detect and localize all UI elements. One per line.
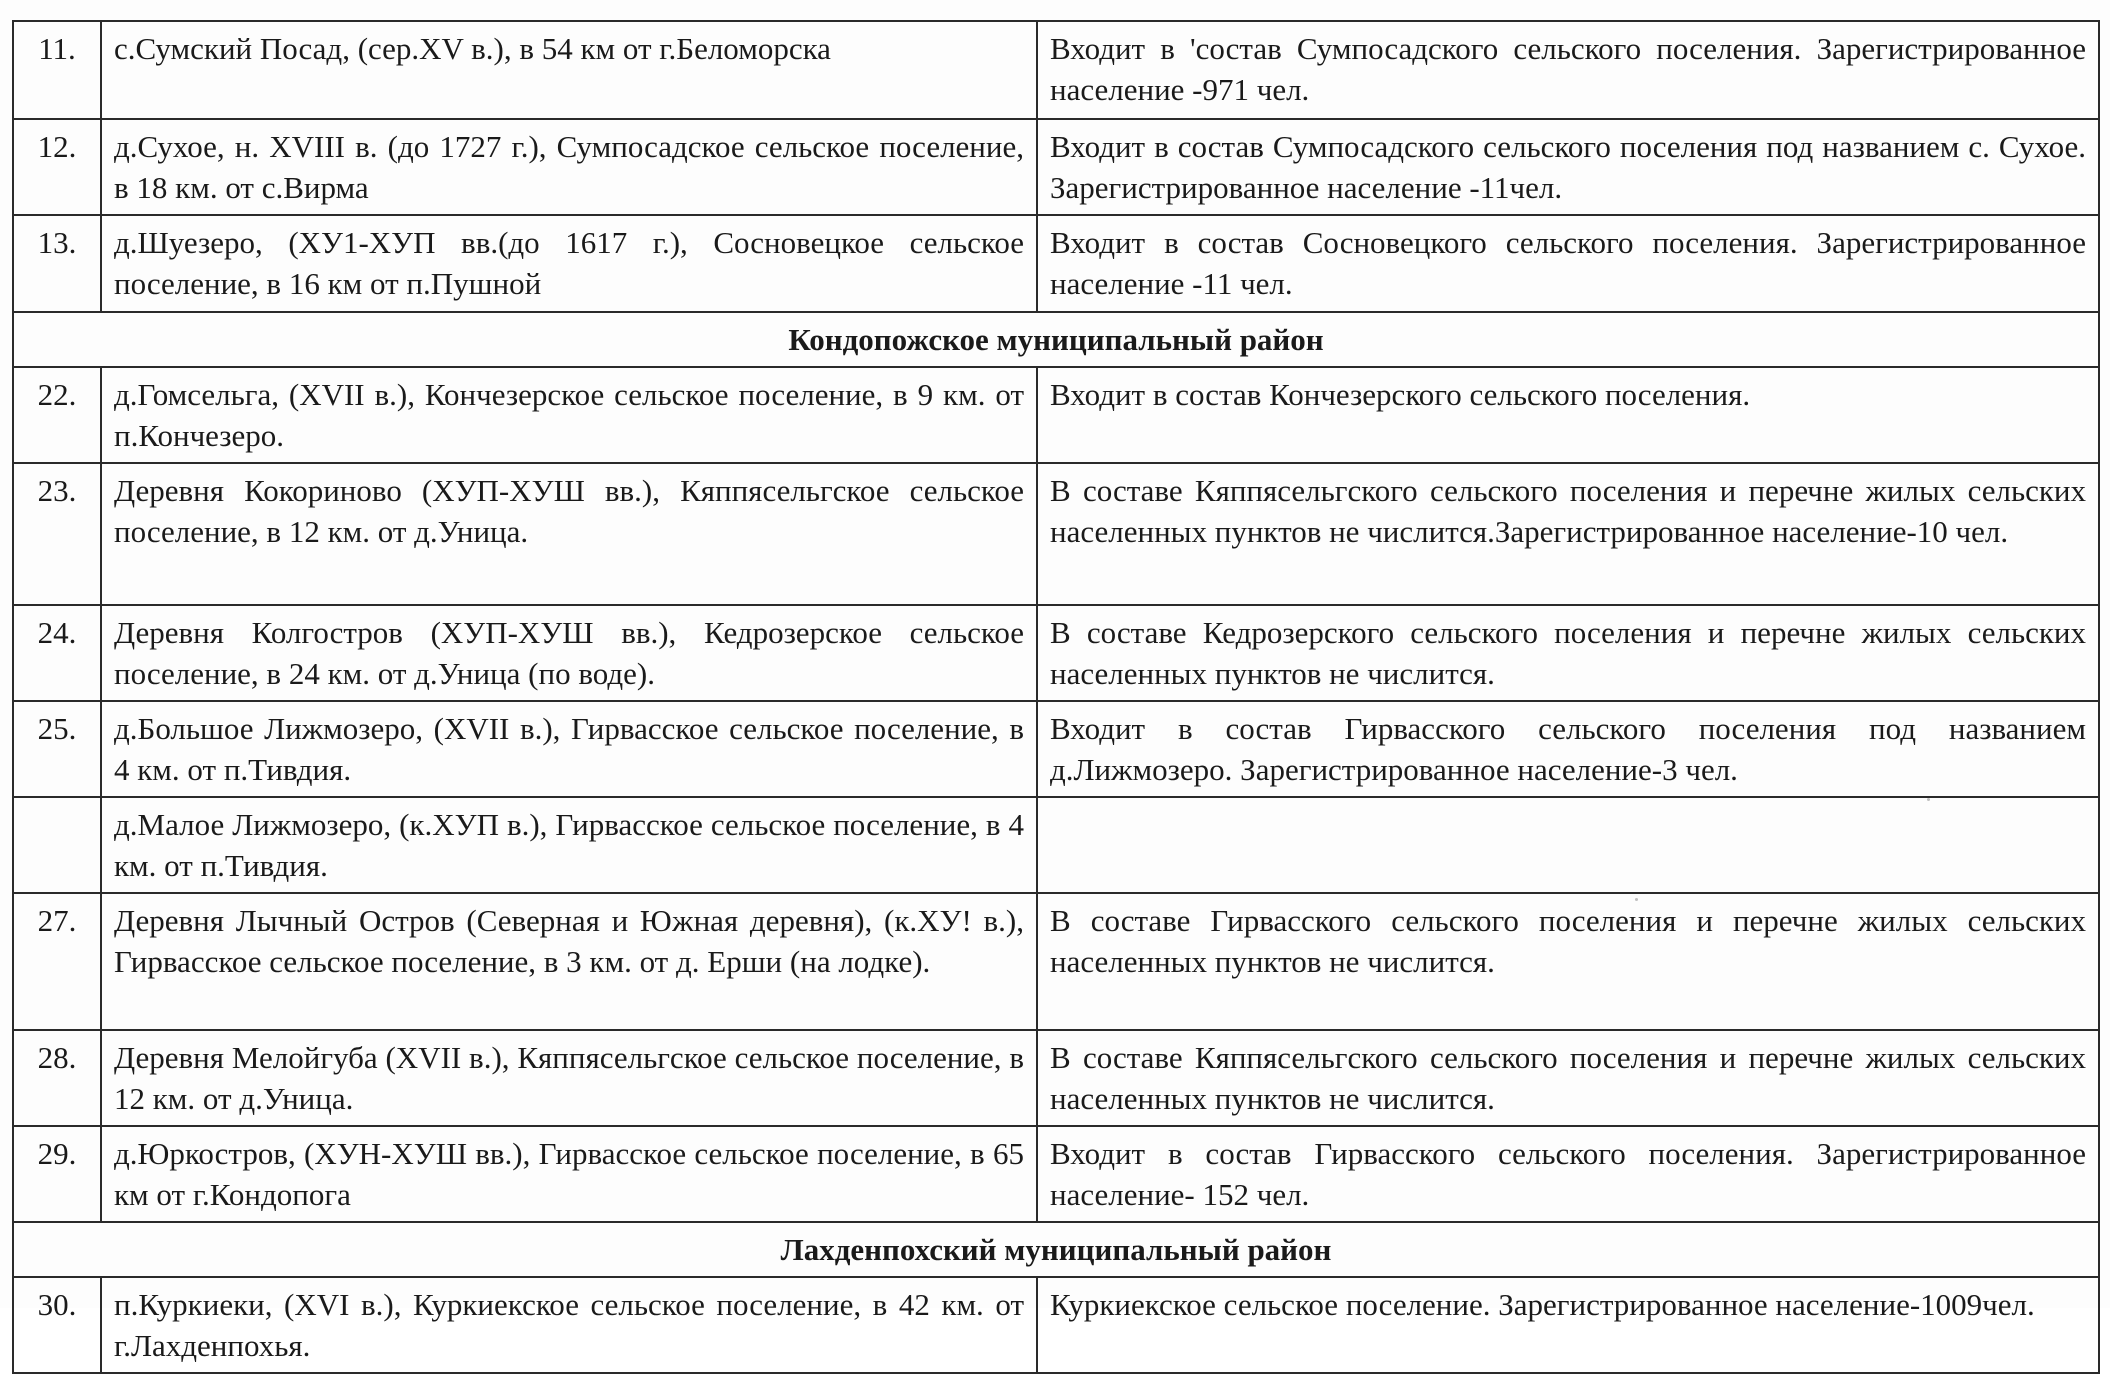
row-number: 30. <box>13 1277 101 1373</box>
table-row <box>13 367 2099 463</box>
settlements-table <box>12 20 2100 1374</box>
table-row <box>13 215 2099 312</box>
row-number: 29. <box>13 1126 101 1222</box>
settlement-status: В составе Кедрозерского сельского поселения и перечне жилых сельских населенных пунктов не числится. <box>1037 605 2099 701</box>
settlement-status: Входит в состав Гирвасского сельского поселения под названием д.Лижмозеро. Зарегистрированное население-3 чел. <box>1037 701 2099 797</box>
settlement-location: Деревня Лычный Остров (Северная и Южная деревня), (к.ХУ! в.), Гирвасское сельское поселение, в 3 км. от д. Ерши (на лодке). <box>101 893 1037 1030</box>
settlement-status: Входит в состав Сосновецкого сельского поселения. Зарегистрированное население -11 чел. <box>1037 215 2099 312</box>
table-row <box>13 1277 2099 1373</box>
table-row <box>13 119 2099 215</box>
table-row <box>13 1126 2099 1222</box>
scan-speck <box>1635 898 1638 901</box>
settlement-status: Входит в состав Сумпосадского сельского поселения под названием с. Сухое. Зарегистрированное население -11чел. <box>1037 119 2099 215</box>
settlement-status: Входит в состав Кончезерского сельского поселения. <box>1037 367 2099 463</box>
settlement-location: д.Сухое, н. XVIII в. (до 1727 г.), Сумпосадское сельское поселение, в 18 км. от с.Вирма <box>101 119 1037 215</box>
section-header-row <box>13 312 2099 367</box>
settlement-location: п.Куркиеки, (XVI в.), Куркиекское сельское поселение, в 42 км. от г.Лахденпохья. <box>101 1277 1037 1373</box>
scan-speck <box>1927 798 1930 801</box>
table-row <box>13 701 2099 797</box>
settlement-location: с.Сумский Посад, (сер.XV в.), в 54 км от г.Беломорска <box>101 21 1037 119</box>
settlement-status: В составе Кяппясельгского сельского поселения и перечне жилых сельских населенных пунктов не числится. <box>1037 1030 2099 1126</box>
settlement-location: д.Малое Лижмозеро, (к.ХУП в.), Гирвасское сельское поселение, в 4 км. от п.Тивдия. <box>101 797 1037 893</box>
settlement-location: д.Юркостров, (ХУН-ХУШ вв.), Гирвасское сельское поселение, в 65 км от г.Кондопога <box>101 1126 1037 1222</box>
settlement-location: д.Гомсельга, (XVII в.), Кончезерское сельское поселение, в 9 км. от п.Кончезеро. <box>101 367 1037 463</box>
settlement-location: д.Большое Лижмозеро, (XVII в.), Гирвасское сельское поселение, в 4 км. от п.Тивдия. <box>101 701 1037 797</box>
table-row <box>13 463 2099 605</box>
row-number <box>13 797 101 893</box>
row-number: 22. <box>13 367 101 463</box>
row-number: 23. <box>13 463 101 605</box>
settlement-status: В составе Кяппясельгского сельского поселения и перечне жилых сельских населенных пунктов не числится.Зарегистрированное население-10 чел. <box>1037 463 2099 605</box>
table-row <box>13 797 2099 893</box>
settlement-status <box>1037 797 2099 893</box>
table-row <box>13 1030 2099 1126</box>
section-title-kondopoga: Кондопожское муниципальный район <box>13 312 2099 367</box>
settlement-location: д.Шуезеро, (ХУ1-ХУП вв.(до 1617 г.), Сосновецкое сельское поселение, в 16 км от п.Пушной <box>101 215 1037 312</box>
settlement-location: Деревня Колгостров (ХУП-ХУШ вв.), Кедрозерское сельское поселение, в 24 км. от д.Уница (по воде). <box>101 605 1037 701</box>
row-number: 25. <box>13 701 101 797</box>
row-number: 13. <box>13 215 101 312</box>
row-number: 24. <box>13 605 101 701</box>
settlement-status: Куркиекское сельское поселение. Зарегистрированное население-1009чел. <box>1037 1277 2099 1373</box>
row-number: 27. <box>13 893 101 1030</box>
row-number: 28. <box>13 1030 101 1126</box>
settlement-status: Входит в состав Гирвасского сельского поселения. Зарегистрированное население- 152 чел. <box>1037 1126 2099 1222</box>
settlement-status: Входит в 'состав Сумпосадского сельского поселения. Зарегистрированное население -971 чел. <box>1037 21 2099 119</box>
settlement-location: Деревня Кокориново (ХУП-ХУШ вв.), Кяппясельгское сельское поселение, в 12 км. от д.Уница. <box>101 463 1037 605</box>
table-row <box>13 893 2099 1030</box>
table-row <box>13 605 2099 701</box>
settlement-status: В составе Гирвасского сельского поселения и перечне жилых сельских населенных пунктов не числится. <box>1037 893 2099 1030</box>
section-title-lakhdenpokhya: Лахденпохский муниципальный район <box>13 1222 2099 1277</box>
settlement-location: Деревня Мелойгуба (XVII в.), Кяппясельгское сельское поселение, в 12 км. от д.Уница. <box>101 1030 1037 1126</box>
table-row <box>13 21 2099 119</box>
section-header-row <box>13 1222 2099 1277</box>
row-number: 12. <box>13 119 101 215</box>
row-number: 11. <box>13 21 101 119</box>
